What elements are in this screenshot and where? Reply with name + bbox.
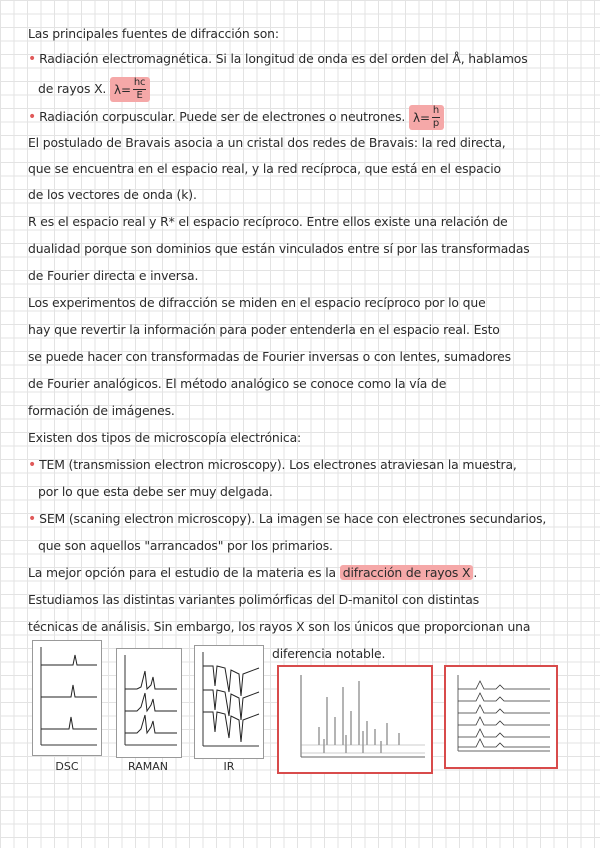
- xrd-plot-2: [446, 667, 556, 767]
- bullet-dot: •: [28, 51, 37, 67]
- bullet-dot: •: [28, 457, 37, 473]
- caption-raman: RAMAN: [128, 760, 168, 773]
- ir-plot: [195, 646, 263, 758]
- figure-raman: [116, 648, 182, 758]
- line-intro: Las principales fuentes de difracción son:: [28, 26, 279, 41]
- line-experiments-2: hay que revertir la información para poder entenderla en el espacio real. Esto: [28, 322, 500, 337]
- bullet-corpuscular: • Radiación corpuscular. Puede ser de electrones o neutrones. λ= $\frac{h}{p}$: [28, 105, 444, 130]
- line-experiments-5: formación de imágenes.: [28, 403, 175, 418]
- bullet-dot: •: [28, 511, 37, 527]
- figure-dsc: [32, 640, 102, 756]
- dsc-plot: [33, 641, 101, 755]
- formula-h-p: λ= $\frac{h}{p}$: [409, 105, 444, 130]
- line-experiments-1: Los experimentos de difracción se miden en el espacio recíproco por lo que: [28, 295, 486, 310]
- line-experiments-4: de Fourier analógicos. El método analógico se conoce como la vía de: [28, 376, 447, 391]
- line-experiments-3: se puede hacer con transformadas de Fourier inversas o con lentes, sumadores: [28, 349, 511, 364]
- bullet-tem: • TEM (transmission electron microscopy). Los electrones atraviesan la muestra,: [28, 457, 517, 473]
- line-microscopy: Existen dos tipos de microscopía electrónica:: [28, 430, 302, 445]
- line-real-space-3: de Fourier directa e inversa.: [28, 268, 199, 283]
- figure-xrd-2: [444, 665, 558, 769]
- bullet-dot: •: [28, 109, 37, 125]
- line-rayos-x: de rayos X. λ= $\frac{hc}{E}$: [38, 77, 150, 102]
- line-sem-2: que son aquellos "arrancados" por los primarios.: [38, 538, 333, 553]
- bullet-sem: • SEM (scaning electron microscopy). La imagen se hace con electrones secundarios,: [28, 511, 547, 527]
- line-real-space-2: dualidad porque son dominios que están vinculados entre sí por las transformadas: [28, 241, 530, 256]
- line-bravais-3: de los vectores de onda (k).: [28, 187, 197, 202]
- line-best-option: La mejor opción para el estudio de la materia es la difracción de rayos X .: [28, 565, 478, 580]
- line-manitol-3: diferencia notable.: [272, 646, 386, 661]
- line-real-space-1: R es el espacio real y R* el espacio recíproco. Entre ellos existe una relación de: [28, 214, 508, 229]
- line-manitol-2: técnicas de análisis. Sin embargo, los rayos X son los únicos que proporcionan una: [28, 619, 531, 634]
- line-bravais-1: El postulado de Bravais asocia a un cristal dos redes de Bravais: la red directa,: [28, 135, 506, 150]
- line-manitol-1: Estudiamos las distintas variantes polimórficas del D-manitol con distintas: [28, 592, 480, 607]
- figure-xrd-1: [277, 665, 433, 774]
- caption-ir: IR: [223, 760, 235, 773]
- figure-ir: [194, 645, 264, 759]
- caption-dsc: DSC: [55, 760, 79, 773]
- bullet-electromagnetic: • Radiación electromagnética. Si la longitud de onda es del orden del Å, hablamos: [28, 51, 528, 67]
- formula-hc-e: λ= $\frac{hc}{E}$: [110, 77, 150, 102]
- xrd-plot-1: [279, 667, 431, 772]
- line-bravais-2: que se encuentra en el espacio real, y la red recíproca, que está en el espacio: [28, 161, 501, 176]
- raman-plot: [117, 649, 181, 757]
- line-tem-2: por lo que esta debe ser muy delgada.: [38, 484, 273, 499]
- highlight-xray: difracción de rayos X: [340, 565, 474, 580]
